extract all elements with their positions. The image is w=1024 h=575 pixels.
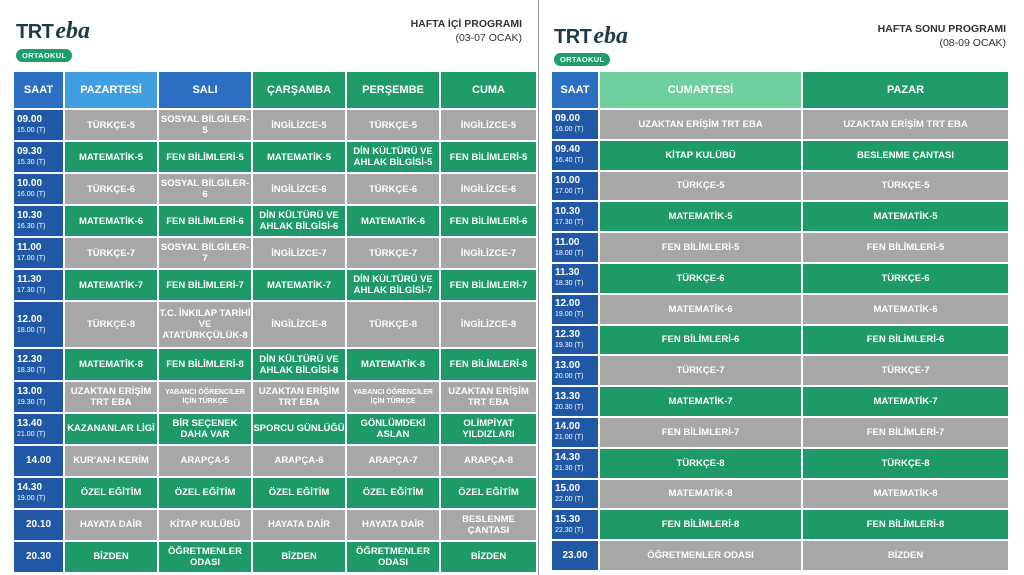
time-main: 12.00 bbox=[17, 313, 43, 325]
program-cell: DİN KÜLTÜRÜ VE AHLAK BİLGİSİ-7 bbox=[347, 270, 439, 300]
time-cell bbox=[14, 478, 63, 508]
time-main: 09.00 bbox=[17, 114, 43, 126]
weekend-panel bbox=[540, 0, 1024, 575]
time-sub: 17.00 (T) bbox=[555, 187, 584, 195]
program-cell: DİN KÜLTÜRÜ VE AHLAK BİLGİSİ-6 bbox=[253, 206, 345, 236]
time-sub: 18.30 (T) bbox=[17, 366, 46, 374]
program-cell: FEN BİLİMLERİ-5 bbox=[803, 233, 1008, 262]
weekday-title: HAFTA İÇİ PROGRAMI bbox=[410, 18, 522, 30]
time-sub: 21.00 (T) bbox=[17, 430, 46, 438]
program-cell: MATEMATİK-7 bbox=[803, 387, 1008, 416]
time-cell bbox=[552, 233, 598, 262]
weekend-dates: (08-09 OCAK) bbox=[939, 37, 1006, 49]
program-cell: FEN BİLİMLERİ-5 bbox=[600, 233, 801, 262]
program-cell: TÜRKÇE-5 bbox=[347, 110, 439, 140]
schedule-row bbox=[14, 302, 536, 347]
time-cell bbox=[552, 172, 598, 201]
time-cell bbox=[552, 202, 598, 231]
program-cell: İNGİLİZCE-6 bbox=[441, 174, 536, 204]
time-main: 23.00 bbox=[562, 550, 588, 562]
time-cell bbox=[14, 206, 63, 236]
time-sub: 21.30 (T) bbox=[555, 465, 584, 473]
program-cell: ÖZEL EĞİTİM bbox=[65, 478, 157, 508]
logo-eba-text: eba bbox=[593, 23, 629, 49]
trt-eba-logo bbox=[16, 18, 90, 45]
schedule-row bbox=[14, 270, 536, 300]
program-cell: BESLENME ÇANTASI bbox=[803, 141, 1008, 170]
time-sub: 19.00 (T) bbox=[17, 494, 46, 502]
logo-trt-text: TRT bbox=[554, 26, 592, 48]
program-cell: FEN BİLİMLERİ-8 bbox=[803, 510, 1008, 539]
weekday-schedule-table bbox=[12, 70, 538, 574]
program-cell: FEN BİLİMLERİ-7 bbox=[803, 418, 1008, 447]
program-cell: GÖNLÜMDEKİ ASLAN bbox=[347, 414, 439, 444]
time-main: 14.00 bbox=[555, 421, 581, 433]
program-cell: İNGİLİZCE-6 bbox=[253, 174, 345, 204]
program-cell: DİN KÜLTÜRÜ VE AHLAK BİLGİSİ-8 bbox=[253, 349, 345, 379]
schedule-row bbox=[14, 542, 536, 572]
time-main: 09.30 bbox=[17, 146, 43, 158]
program-cell: İNGİLİZCE-8 bbox=[253, 302, 345, 347]
time-sub: 18.00 (T) bbox=[555, 249, 584, 257]
program-cell: BİZDEN bbox=[65, 542, 157, 572]
program-cell: TÜRKÇE-7 bbox=[803, 356, 1008, 385]
time-cell bbox=[552, 326, 598, 355]
program-cell: KAZANANLAR LİGİ bbox=[65, 414, 157, 444]
schedule-row bbox=[14, 478, 536, 508]
program-cell: ÖZEL EĞİTİM bbox=[441, 478, 536, 508]
program-cell: SOSYAL BİLGİLER-6 bbox=[159, 174, 251, 204]
schedule-row bbox=[14, 110, 536, 140]
program-cell: FEN BİLİMLERİ-5 bbox=[441, 142, 536, 172]
program-cell: TÜRKÇE-8 bbox=[65, 302, 157, 347]
program-cell: FEN BİLİMLERİ-5 bbox=[159, 142, 251, 172]
header-sali: SALI bbox=[159, 72, 251, 108]
program-cell: ARAPÇA-6 bbox=[253, 446, 345, 476]
time-main: 09.00 bbox=[555, 113, 581, 125]
program-cell: BESLENME ÇANTASI bbox=[441, 510, 536, 540]
program-cell: SOSYAL BİLGİLER-5 bbox=[159, 110, 251, 140]
program-cell: BİR SEÇENEK DAHA VAR bbox=[159, 414, 251, 444]
time-main: 15.30 bbox=[555, 513, 581, 525]
time-sub: 15.00 (T) bbox=[17, 127, 46, 135]
program-cell: TÜRKÇE-6 bbox=[65, 174, 157, 204]
program-cell: İNGİLİZCE-5 bbox=[253, 110, 345, 140]
time-cell bbox=[14, 349, 63, 379]
program-cell: MATEMATİK-8 bbox=[347, 349, 439, 379]
program-cell: HAYATA DAİR bbox=[347, 510, 439, 540]
program-cell: TÜRKÇE-7 bbox=[600, 356, 801, 385]
schedule-row bbox=[14, 510, 536, 540]
time-sub: 16.40 (T) bbox=[555, 157, 584, 165]
program-cell: ÖĞRETMENLER ODASI bbox=[600, 541, 801, 570]
time-main: 12.00 bbox=[555, 298, 581, 310]
ortaokul-badge: ORTAOKUL bbox=[554, 53, 610, 66]
time-cell bbox=[14, 446, 63, 476]
trt-eba-logo bbox=[554, 23, 628, 50]
time-sub: 19.30 (T) bbox=[555, 341, 584, 349]
program-cell: MATEMATİK-6 bbox=[803, 295, 1008, 324]
schedule-row bbox=[14, 414, 536, 444]
time-main: 10.00 bbox=[17, 178, 43, 190]
ortaokul-badge: ORTAOKUL bbox=[16, 49, 72, 62]
time-main: 20.10 bbox=[25, 519, 52, 531]
program-cell: OLİMPİYAT YILDIZLARI bbox=[441, 414, 536, 444]
program-cell: MATEMATİK-8 bbox=[803, 480, 1008, 509]
time-cell bbox=[14, 542, 63, 572]
header-saat: SAAT bbox=[14, 72, 63, 108]
schedule-row bbox=[14, 238, 536, 268]
program-cell: HAYATA DAİR bbox=[253, 510, 345, 540]
schedule-row bbox=[14, 446, 536, 476]
logo-eba-text: eba bbox=[55, 18, 91, 44]
time-cell bbox=[552, 541, 598, 570]
panel-divider bbox=[538, 0, 539, 575]
program-cell: MATEMATİK-6 bbox=[65, 206, 157, 236]
schedule-row bbox=[552, 480, 1008, 509]
schedule-row bbox=[552, 141, 1008, 170]
program-cell: UZAKTAN ERİŞİM TRT EBA bbox=[65, 382, 157, 412]
program-cell: ÖZEL EĞİTİM bbox=[159, 478, 251, 508]
time-main: 14.30 bbox=[17, 481, 43, 493]
time-main: 15.00 bbox=[555, 482, 581, 494]
time-main: 12.30 bbox=[17, 353, 43, 365]
time-main: 11.30 bbox=[17, 274, 42, 286]
program-cell: MATEMATİK-5 bbox=[253, 142, 345, 172]
time-sub: 16.00 (T) bbox=[555, 126, 584, 134]
program-cell: MATEMATİK-7 bbox=[600, 387, 801, 416]
time-main: 10.30 bbox=[555, 205, 581, 217]
time-cell bbox=[552, 480, 598, 509]
program-cell: TÜRKÇE-6 bbox=[347, 174, 439, 204]
program-cell: TÜRKÇE-5 bbox=[803, 172, 1008, 201]
time-sub: 17.30 (T) bbox=[17, 287, 46, 295]
program-cell: HAYATA DAİR bbox=[65, 510, 157, 540]
time-cell bbox=[552, 510, 598, 539]
weekday-header-row bbox=[14, 72, 536, 108]
header-saat: SAAT bbox=[552, 72, 598, 108]
logo-trt-text: TRT bbox=[16, 21, 54, 43]
program-cell: TÜRKÇE-7 bbox=[347, 238, 439, 268]
time-sub: 18.30 (T) bbox=[555, 280, 584, 288]
program-cell: TÜRKÇE-7 bbox=[65, 238, 157, 268]
program-cell: KİTAP KULÜBÜ bbox=[159, 510, 251, 540]
program-cell: TÜRKÇE-5 bbox=[65, 110, 157, 140]
program-cell: FEN BİLİMLERİ-8 bbox=[600, 510, 801, 539]
time-main: 12.30 bbox=[555, 328, 581, 340]
program-cell: FEN BİLİMLERİ-6 bbox=[441, 206, 536, 236]
time-cell bbox=[552, 356, 598, 385]
time-sub: 18.00 (T) bbox=[17, 326, 46, 334]
program-cell: MATEMATİK-8 bbox=[600, 480, 801, 509]
weekend-program-title bbox=[878, 23, 1006, 49]
time-cell bbox=[552, 295, 598, 324]
time-sub: 17.00 (T) bbox=[17, 255, 46, 263]
time-sub: 20.00 (T) bbox=[555, 372, 584, 380]
weekday-dates: (03-07 OCAK) bbox=[455, 32, 522, 44]
schedule-row bbox=[552, 233, 1008, 262]
program-cell: FEN BİLİMLERİ-8 bbox=[159, 349, 251, 379]
program-cell: TÜRKÇE-8 bbox=[347, 302, 439, 347]
program-cell: ÖĞRETMENLER ODASI bbox=[347, 542, 439, 572]
program-cell: İNGİLİZCE-8 bbox=[441, 302, 536, 347]
schedule-row bbox=[14, 349, 536, 379]
schedule-row bbox=[552, 356, 1008, 385]
program-cell: UZAKTAN ERİŞİM TRT EBA bbox=[253, 382, 345, 412]
time-sub: 16.00 (T) bbox=[17, 191, 46, 199]
program-cell: TÜRKÇE-8 bbox=[600, 449, 801, 478]
schedule-row bbox=[14, 382, 536, 412]
program-cell: İNGİLİZCE-5 bbox=[441, 110, 536, 140]
header-cumartesi: CUMARTESİ bbox=[600, 72, 801, 108]
schedule-row bbox=[552, 449, 1008, 478]
program-cell: DİN KÜLTÜRÜ VE AHLAK BİLGİSİ-5 bbox=[347, 142, 439, 172]
program-cell: FEN BİLİMLERİ-7 bbox=[159, 270, 251, 300]
time-sub: 21.00 (T) bbox=[555, 434, 584, 442]
time-sub: 22.30 (T) bbox=[555, 526, 584, 534]
schedule-row bbox=[552, 418, 1008, 447]
header-cuma: CUMA bbox=[441, 72, 536, 108]
program-cell: KUR'AN-I KERİM bbox=[65, 446, 157, 476]
program-cell: ARAPÇA-7 bbox=[347, 446, 439, 476]
weekend-schedule-table bbox=[550, 70, 1010, 572]
program-cell: ÖĞRETMENLER ODASI bbox=[159, 542, 251, 572]
header-pazartesi: PAZARTESİ bbox=[65, 72, 157, 108]
schedule-row bbox=[14, 142, 536, 172]
schedule-row bbox=[14, 174, 536, 204]
program-cell: TÜRKÇE-6 bbox=[600, 264, 801, 293]
time-cell bbox=[552, 418, 598, 447]
time-cell bbox=[14, 174, 63, 204]
time-main: 14.00 bbox=[25, 455, 52, 467]
time-main: 09.40 bbox=[555, 144, 581, 156]
program-cell: MATEMATİK-7 bbox=[65, 270, 157, 300]
time-cell bbox=[14, 302, 63, 347]
program-cell: MATEMATİK-5 bbox=[65, 142, 157, 172]
weekday-program-title bbox=[411, 18, 522, 44]
time-cell bbox=[552, 264, 598, 293]
program-cell: TÜRKÇE-8 bbox=[803, 449, 1008, 478]
time-cell bbox=[14, 270, 63, 300]
program-cell: MATEMATİK-7 bbox=[253, 270, 345, 300]
program-cell: UZAKTAN ERİŞİM TRT EBA bbox=[441, 382, 536, 412]
program-cell: ARAPÇA-8 bbox=[441, 446, 536, 476]
time-cell bbox=[14, 414, 63, 444]
program-cell: TÜRKÇE-6 bbox=[803, 264, 1008, 293]
time-main: 13.00 bbox=[17, 385, 43, 397]
header-pazar: PAZAR bbox=[803, 72, 1008, 108]
program-cell: UZAKTAN ERİŞİM TRT EBA bbox=[803, 110, 1008, 139]
time-main: 13.40 bbox=[17, 417, 43, 429]
time-sub: 16.30 (T) bbox=[17, 223, 46, 231]
program-cell: SOSYAL BİLGİLER-7 bbox=[159, 238, 251, 268]
weekend-title: HAFTA SONU PROGRAMI bbox=[877, 23, 1006, 35]
program-cell: ÖZEL EĞİTİM bbox=[253, 478, 345, 508]
program-cell: ÖZEL EĞİTİM bbox=[347, 478, 439, 508]
time-cell bbox=[14, 510, 63, 540]
program-cell: İNGİLİZCE-7 bbox=[253, 238, 345, 268]
time-cell bbox=[552, 141, 598, 170]
program-cell: BİZDEN bbox=[253, 542, 345, 572]
time-sub: 19.00 (T) bbox=[555, 311, 584, 319]
time-main: 11.00 bbox=[17, 242, 42, 254]
program-cell: UZAKTAN ERİŞİM TRT EBA bbox=[600, 110, 801, 139]
schedule-row bbox=[552, 387, 1008, 416]
program-cell: İNGİLİZCE-7 bbox=[441, 238, 536, 268]
weekend-header-row bbox=[552, 72, 1008, 108]
program-cell: YABANCI ÖĞRENCİLER İÇİN TÜRKÇE bbox=[347, 382, 439, 412]
program-cell: MATEMATİK-5 bbox=[600, 202, 801, 231]
time-sub: 22.00 (T) bbox=[555, 495, 584, 503]
time-cell bbox=[552, 110, 598, 139]
program-cell: FEN BİLİMLERİ-6 bbox=[600, 326, 801, 355]
time-main: 14.30 bbox=[555, 452, 581, 464]
time-sub: 17.30 (T) bbox=[555, 218, 584, 226]
time-cell bbox=[552, 449, 598, 478]
program-cell: FEN BİLİMLERİ-6 bbox=[159, 206, 251, 236]
time-main: 11.00 bbox=[555, 236, 580, 248]
time-main: 10.30 bbox=[17, 210, 43, 222]
schedule-row bbox=[552, 172, 1008, 201]
schedule-row bbox=[552, 326, 1008, 355]
program-cell: YABANCI ÖĞRENCİLER İÇİN TÜRKÇE bbox=[159, 382, 251, 412]
schedule-row bbox=[14, 206, 536, 236]
program-cell: MATEMATİK-5 bbox=[803, 202, 1008, 231]
header-carsamba: ÇARŞAMBA bbox=[253, 72, 345, 108]
schedule-row bbox=[552, 541, 1008, 570]
schedule-row bbox=[552, 202, 1008, 231]
time-main: 10.00 bbox=[555, 174, 581, 186]
time-cell bbox=[14, 142, 63, 172]
time-cell bbox=[552, 387, 598, 416]
time-main: 11.30 bbox=[555, 267, 580, 279]
program-cell: MATEMATİK-6 bbox=[347, 206, 439, 236]
program-cell: MATEMATİK-6 bbox=[600, 295, 801, 324]
schedule-row bbox=[552, 295, 1008, 324]
program-cell: MATEMATİK-8 bbox=[65, 349, 157, 379]
time-main: 13.30 bbox=[555, 390, 581, 402]
program-cell: SPORCU GÜNLÜĞÜ bbox=[253, 414, 345, 444]
program-cell: BİZDEN bbox=[441, 542, 536, 572]
time-sub: 15.30 (T) bbox=[17, 159, 46, 167]
program-cell: FEN BİLİMLERİ-6 bbox=[803, 326, 1008, 355]
program-cell: T.C. İNKILAP TARİHİ VE ATATÜRKÇÜLÜK-8 bbox=[159, 302, 251, 347]
schedule-row bbox=[552, 264, 1008, 293]
program-cell: TÜRKÇE-5 bbox=[600, 172, 801, 201]
time-cell bbox=[14, 382, 63, 412]
header-persembe: PERŞEMBE bbox=[347, 72, 439, 108]
program-cell: BİZDEN bbox=[803, 541, 1008, 570]
time-main: 20.30 bbox=[25, 551, 52, 563]
time-sub: 19.30 (T) bbox=[17, 398, 46, 406]
time-cell bbox=[14, 238, 63, 268]
time-sub: 20.30 (T) bbox=[555, 403, 584, 411]
program-cell: KİTAP KULÜBÜ bbox=[600, 141, 801, 170]
program-cell: FEN BİLİMLERİ-8 bbox=[441, 349, 536, 379]
schedule-row bbox=[552, 110, 1008, 139]
time-main: 13.00 bbox=[555, 359, 581, 371]
time-cell bbox=[14, 110, 63, 140]
program-cell: ARAPÇA-5 bbox=[159, 446, 251, 476]
schedule-row bbox=[552, 510, 1008, 539]
program-cell: FEN BİLİMLERİ-7 bbox=[441, 270, 536, 300]
program-cell: FEN BİLİMLERİ-7 bbox=[600, 418, 801, 447]
